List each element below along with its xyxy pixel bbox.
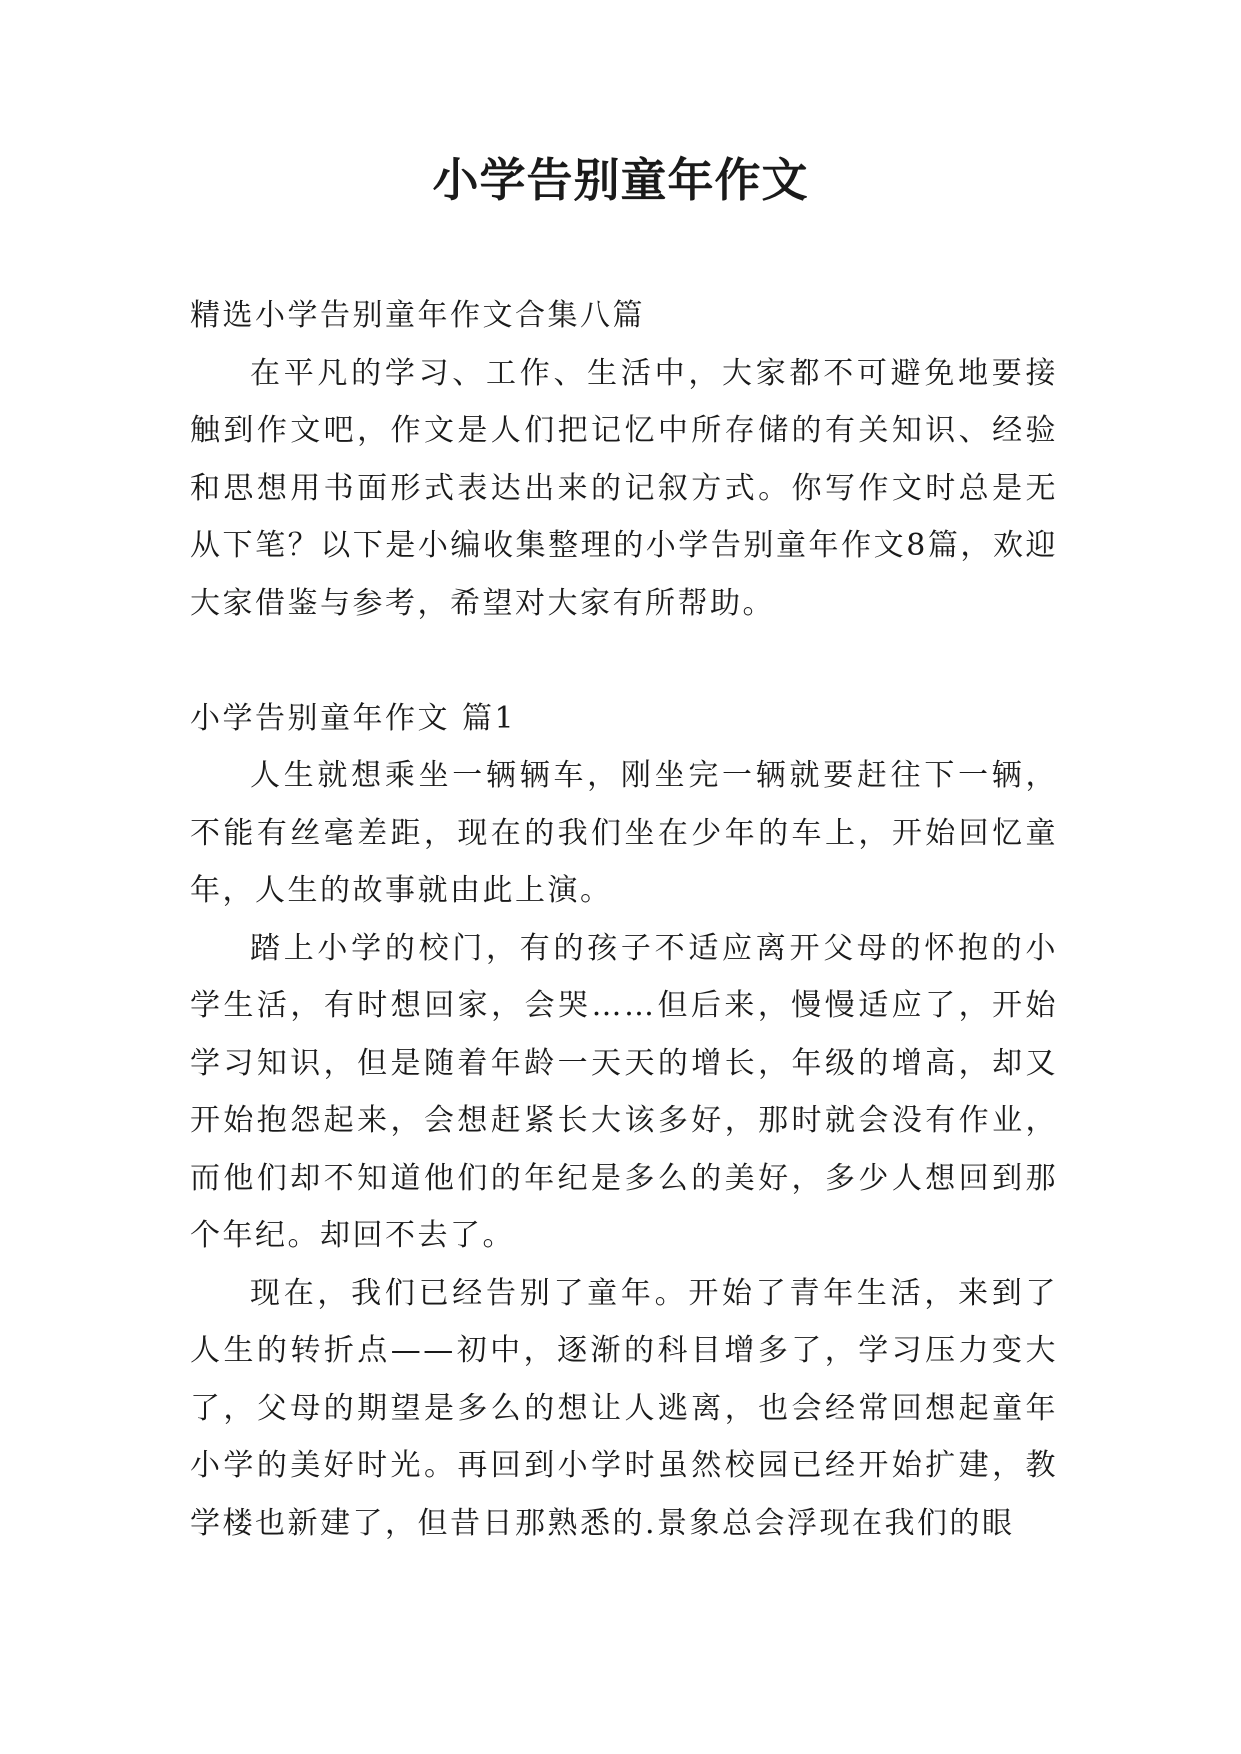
document-subtitle: 精选小学告别童年作文合集八篇: [190, 298, 645, 333]
section-heading: 小学告别童年作文 篇1: [190, 700, 517, 736]
body-paragraph: 踏上小学的校门，有的孩子不适应离开父母的怀抱的小学生活，有时想回家，会哭……但后来，慢慢适应了，开始学习知识，但是随着年龄一天天的增长，年级的增高，却又开始抱怨起来，会想赶紧长大该多好，那时就会没有作业，而他们却不知道他们的年纪是多么的美好，多少人想回到那个年纪。却回不去了。: [190, 930, 1058, 1253]
page-title: 小学告别童年作文: [432, 153, 809, 207]
body-paragraph: 人生就想乘坐一辆辆车，刚坐完一辆就要赶往下一辆，不能有丝毫差距，现在的我们坐在少年的车上，开始回忆童年，人生的故事就由此上演。: [190, 758, 1058, 908]
document-body: [190, 287, 1058, 1552]
body-paragraph: 现在，我们已经告别了童年。开始了青年生活，来到了人生的转折点——初中，逐渐的科目增多了，学习压力变大了，父母的期望是多么的想让人逃离，也会经常回想起童年小学的美好时光。再回到小学时虽然校园已经开始扩建，教学楼也新建了，但昔日那熟悉的.景象总会浮现在我们的眼: [190, 1275, 1058, 1541]
intro-paragraph: 在平凡的学习、工作、生活中，大家都不可避免地要接触到作文吧，作文是人们把记忆中所存储的有关知识、经验和思想用书面形式表达出来的记叙方式。你写作文时总是无从下笔？以下是小编收集整理的小学告别童年作文8篇，欢迎大家借鉴与参考，希望对大家有所帮助。: [190, 355, 1058, 621]
